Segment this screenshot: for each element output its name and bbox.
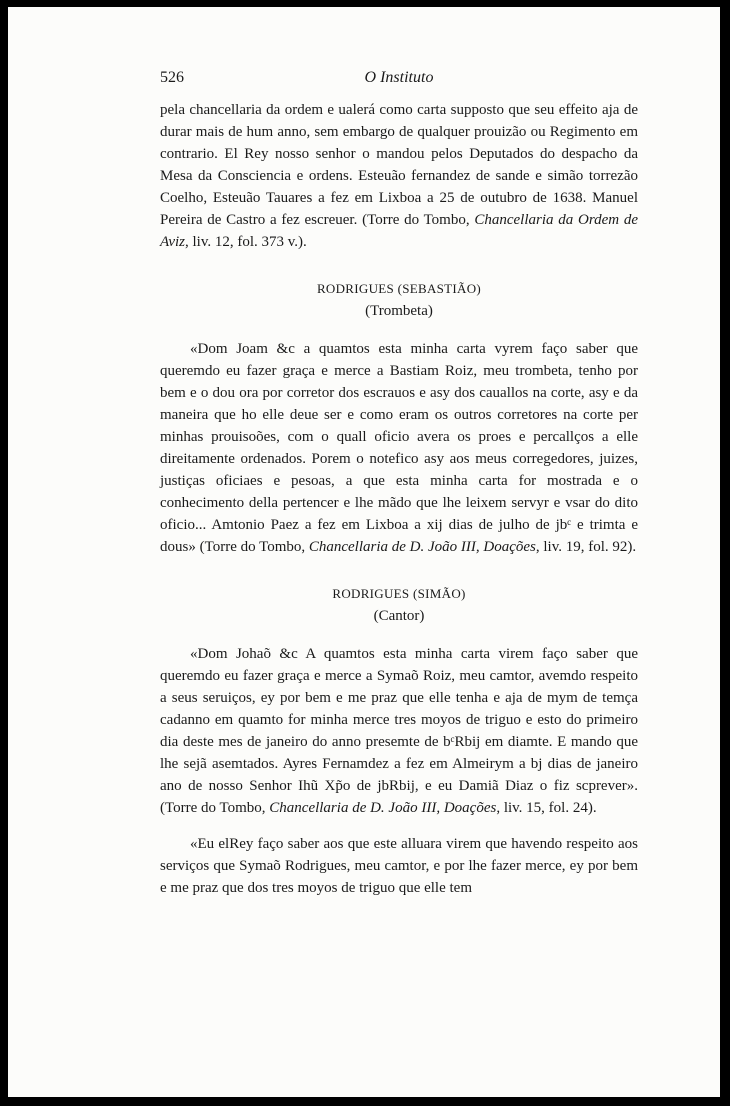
page-number: 526: [160, 69, 184, 86]
page-content: [160, 67, 638, 899]
intro-text: pela chancellaria da ordem e ualerá como carta supposto que seu effeito aja de durar mais de hum anno, sem embargo de qualquer prouizão ou Regimento em contrario. El Rey nosso senhor o mandou pelos Deputados do despacho da Mesa da Consciencia e ordens. Esteuão fernandez de sande e simão torrezão Coelho, Esteuão Tauares a fez em Lixboa a 25 de outubro de 1638. Manuel Pereira de Castro a fez escreuer. (Torre do Tombo,: [160, 102, 638, 228]
simao-text: «Dom Johaõ &c A quamtos esta minha carta virem faço saber que queremdo eu fazer graça e merce a Symaõ Roiz, meu camtor, avemdo respeito a seus seruiços, ey por bem e me praz que elle tenha e aja de mym de temça cadanno em quamto for minha merce tres moyos de triguo e esto do primeiro dia deste mes de janeiro do anno presemte de bᶜRbij em diamte. E mando que lhe sejã asemtados. Ayres Fernamdez a fez em Almeirym a bj dias de janeiro ano de nosso Senhor Ihũ Xp̃o de jbRbij, e eu Damiã Diaz o fiz scprever». (Torre do Tombo,: [160, 646, 638, 816]
document-simao: [160, 643, 638, 819]
entry-role-simao: (Cantor): [373, 608, 425, 624]
running-title: O Instituto: [364, 69, 434, 86]
entry-heading-simao: RODRIGUES (SIMÃO): [332, 586, 466, 601]
intro-ref-tail: , liv. 12, fol. 373 v.).: [185, 234, 307, 250]
simao-ref-title: Chancellaria de D. João III, Doações: [269, 800, 497, 816]
intro-paragraph: [160, 99, 638, 253]
entry-heading-sebastiao: RODRIGUES (SEBASTIÃO): [316, 281, 482, 296]
sebastiao-ref-tail: , liv. 19, fol. 92).: [535, 539, 637, 555]
paragraph-gap: [160, 819, 638, 833]
page: [8, 7, 720, 1097]
sebastiao-ref-title: Chancellaria de D. João III, Doações: [308, 539, 536, 555]
intro-ref-title: Chancellaria da Ordem de Aviz: [160, 212, 639, 250]
document-simao-alvara: «Eu elRey faço saber aos que este alluara virem que havendo respeito aos serviços que Symaõ Rodrigues, meu camtor, e por lhe fazer merce, ey por bem e me praz que dos tres moyos de triguo que elle tem: [160, 836, 638, 896]
entry-role-sebastiao: (Trombeta): [365, 303, 433, 319]
simao-ref-tail: , liv. 15, fol. 24).: [496, 800, 597, 816]
document-sebastiao: [160, 338, 638, 558]
running-header: [160, 67, 638, 91]
sebastiao-text: «Dom Joam &c a quamtos esta minha carta vyrem faço saber que queremdo eu fazer graça e merce a Bastiam Roiz, meu trombeta, tenho por bem e o dou ora por corretor dos escrauos e asy dos cauallos na corte, asy e da maneira que ho elle deue ser e como eram os outros corretores na corte per minhas prouisoões, com o quall oficio avera os proes e percallços a elle direitamente ordenados. Porem o notefico asy aos meus corregedores, juizes, justiças oficiaes e pesoas, a que esta minha carta for mostrada e o conhecimento della pertencer e lhe mãdo que lhe leixem servyr e vsar do dito oficio... Amtonio Paez a fez em Lixboa a xij dias de julho de jbᶜ e trimta e dous» (Torre do Tombo,: [160, 341, 638, 555]
